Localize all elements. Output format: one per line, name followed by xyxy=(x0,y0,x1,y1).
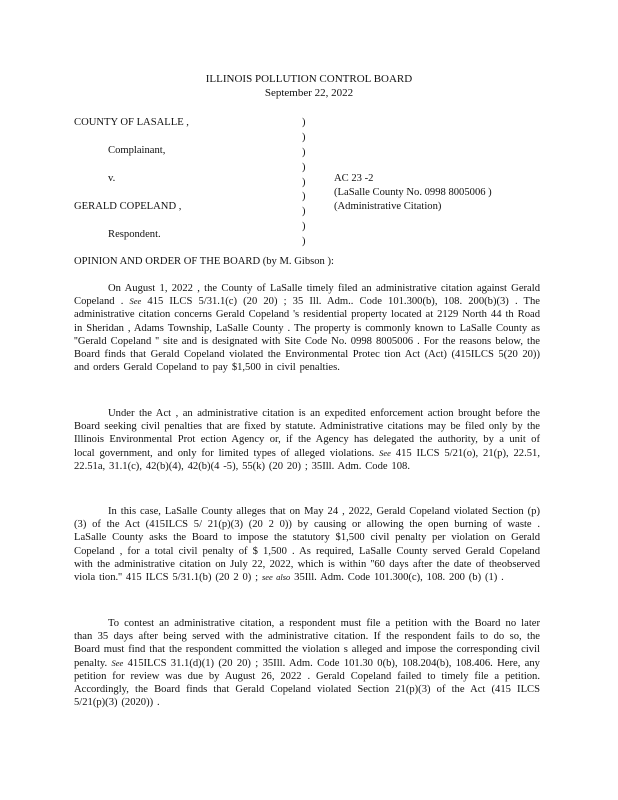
paragraph-case-facts xyxy=(74,505,540,584)
p3-text-a: In this case, LaSalle County alleges that on May 24 , 2022, Gerald Copeland violated Section (p)(3) of the Act (415ILCS 5/ 21(p)(3) (20 2 0)) by causing or allowing the open burning of waste . LaSalle County asks the Board to impose the statutory $1,500 civil penalty per violation on Gerald Copeland , for a total civil penalty of $ 1,500 . As required, LaSalle County served Gerald Copeland with the administrative citation on July 22, 2022, which is within ''60 days after the date of theobserved viola tion.'' 415 ILCS 5/31.1(b) (20 2 0) ; xyxy=(74,506,540,584)
caption-paren-column xyxy=(302,116,312,250)
paragraph-background xyxy=(74,282,540,374)
p2-see: See xyxy=(379,447,391,458)
p1-text-b: 415 ILCS 5/31.1(c) (20 20) ; 35 Ill. Adm.. Code 101.300(b), 108. 200(b)(3) . The administrative citation concerns Gerald Copeland 's residential property located at 2129 North 44 th Road in Sheridan , Adams Township, LaSalle County . The property is commonly known to LaSalle County as ''Gerald Copeland '' site and is designated with Site Code No. 0998 8005006 . For the reasons below, the Board finds that Gerald Copeland violated the Environmental Protec tion Act (Act) (415ILCS 5(20 20)) and orders Gerald Copeland to pay $1,500 in civil penalties. xyxy=(74,296,540,374)
case-number: AC 23 -2 xyxy=(334,173,374,184)
decision-date: September 22, 2022 xyxy=(264,87,354,99)
site-code-line: (LaSalle County No. 0998 8005006 ) xyxy=(334,187,492,198)
versus-label: v. xyxy=(108,173,116,184)
respondent-role: Respondent. xyxy=(108,229,161,240)
caption-paren: ) xyxy=(302,176,306,188)
p2-text-b: 415 ILCS 5/21(o), 21(p), 22.51, 22.51a, 31.1(c), 42(b)(4), 42(b)(4 -5), 55(k) (20 20) ; 35Ill. Adm. Code 108. xyxy=(74,447,540,472)
caption-paren: ) xyxy=(302,117,306,128)
p3-see-also: see also xyxy=(261,572,291,583)
caption-paren: ) xyxy=(302,236,306,248)
caption-paren: ) xyxy=(302,161,306,173)
p4-see: See xyxy=(111,657,124,668)
opinion-heading: OPINION AND ORDER OF THE BOARD (by M. Gibson ): xyxy=(74,256,334,267)
complainant-role: Complainant, xyxy=(108,145,166,156)
complainant-name: COUNTY OF LASALLE , xyxy=(74,117,189,128)
paragraph-statute xyxy=(74,407,540,473)
agency-title: ILLINOIS POLLUTION CONTROL BOARD xyxy=(205,73,413,85)
respondent-name: GERALD COPELAND , xyxy=(74,201,182,212)
p1-text-a: On August 1, 2022 , the County of LaSalle timely filed an administrative citation against Gerald Copeland . xyxy=(74,283,540,308)
paragraph-contest xyxy=(74,617,540,709)
caption-paren: ) xyxy=(302,146,306,158)
caption-paren: ) xyxy=(302,191,306,203)
p4-text-b: 415ILCS 31.1(d)(1) (20 20) ; 35Ill. Adm. Code 101.30 0(b), 108.204(b), 108.406. Here, any petition for review was due by August 26, 2022 . Gerald Copeland failed to timely file a petition. Accordingly, the Board finds that Gerald Copeland violated Section 21(p)(3) of the Act (415 ILCS 5/21(p)(3) (2020)) . xyxy=(74,657,540,709)
caption-paren: ) xyxy=(302,206,306,218)
case-type-line: (Administrative Citation) xyxy=(334,201,442,212)
caption-paren: ) xyxy=(302,221,306,233)
p4-text-a: To contest an administrative citation, a respondent must file a petition with the Board no later than 35 days after being served with the administrative citation. If the respondent fails to do so, the Board must find that the respondent committed the violation s alleged and impose the corresponding civil penalty. xyxy=(74,618,540,669)
p2-text-a: Under the Act , an administrative citation is an expedited enforcement action brought before the Board seeking civil penalties that are fixed by statute. Administrative citations may be filed only by the Illinois Environmental Prot ection Agency or, if the Agency has delegated the authority, by a unit of local government, and only for limited types of alleged violations. xyxy=(74,408,540,459)
p3-text-b: 35Ill. Adm. Code 101.300(c), 108. 200 (b) (1) . xyxy=(290,572,504,584)
p1-see: See xyxy=(129,296,142,307)
caption-paren: ) xyxy=(302,131,306,143)
